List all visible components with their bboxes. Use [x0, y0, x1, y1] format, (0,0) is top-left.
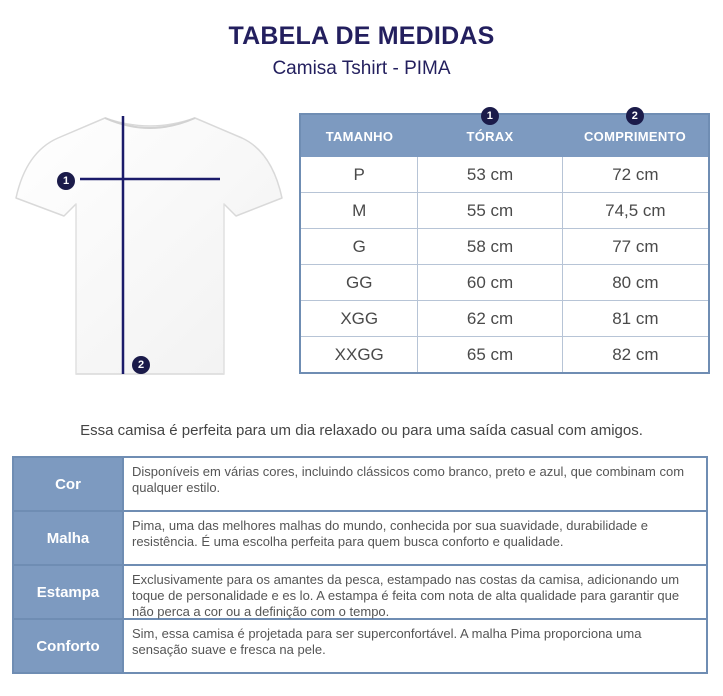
table-row [301, 264, 708, 300]
cell-comprimento: 80 cm [612, 272, 659, 292]
cell-size: P [301, 157, 418, 192]
cell-size: G [301, 229, 418, 264]
table-row [301, 300, 708, 336]
cell-torax: 65 cm [418, 337, 562, 372]
cell-torax: 62 cm [418, 301, 562, 336]
info-label: Cor [14, 458, 122, 510]
cell-comprimento: 74,5 cm [605, 200, 666, 220]
cell-comprimento: 82 cm [612, 344, 659, 364]
info-row-cor [14, 458, 706, 510]
cell-torax: 58 cm [418, 229, 562, 264]
cell-size: GG [301, 265, 418, 300]
table-row [301, 192, 708, 228]
col-header-tamanho: TAMANHO [325, 128, 394, 144]
cell-torax: 53 cm [418, 157, 562, 192]
info-label: Malha [14, 512, 122, 564]
cell-torax: 60 cm [418, 265, 562, 300]
table-row [301, 228, 708, 264]
marker-2-icon: 2 [132, 356, 150, 374]
page-subtitle: Camisa Tshirt - PIMA [272, 58, 451, 79]
info-text: Pima, uma das melhores malhas do mundo, conhecida por sua suavidade, durabilidade e resistência. É uma escolha perfeita para quem busca conforto e qualidade. [122, 512, 706, 564]
cell-size: XGG [301, 301, 418, 336]
table-row [301, 157, 708, 192]
product-description: Essa camisa é perfeita para um dia relaxado ou para uma saída casual com amigos. [80, 422, 643, 439]
cell-size: M [301, 193, 418, 228]
marker-1-icon: 1 [481, 107, 499, 125]
tshirt-diagram [10, 112, 290, 384]
info-text: Sim, essa camisa é projetada para ser superconfortável. A malha Pima proporciona uma sensação suave e fresca na pele. [122, 620, 706, 672]
cell-size: XXGG [301, 337, 418, 372]
marker-1-icon: 1 [57, 172, 75, 190]
col-header-comprimento: 2 COMPRIMENTO [562, 115, 708, 157]
info-text: Disponíveis em várias cores, incluindo clássicos como branco, preto e azul, que combinam com qualquer estilo. [122, 458, 706, 510]
cell-comprimento: 77 cm [612, 236, 659, 256]
table-row [301, 336, 708, 372]
size-table-header [301, 110, 708, 157]
col-header-torax: 1 TÓRAX [418, 115, 562, 157]
size-table-body [301, 157, 708, 372]
cell-comprimento: 72 cm [612, 164, 659, 184]
info-text: Exclusivamente para os amantes da pesca, estampado nas costas da camisa, adicionando um toque de personalidade e es lo. A estampa é feita com nota de alta qualidade para garantir que não perca a cor ou a definição com o tempo. [122, 566, 706, 618]
info-table [12, 456, 708, 674]
info-row-estampa [14, 564, 706, 618]
info-row-conforto [14, 618, 706, 672]
info-row-malha [14, 510, 706, 564]
page-title: TABELA DE MEDIDAS [228, 22, 495, 50]
tshirt-illustration [10, 112, 290, 384]
size-table [299, 110, 710, 374]
info-label: Conforto [14, 620, 122, 672]
marker-2-icon: 2 [626, 107, 644, 125]
info-label: Estampa [14, 566, 122, 618]
cell-torax: 55 cm [418, 193, 562, 228]
cell-comprimento: 81 cm [612, 308, 659, 328]
